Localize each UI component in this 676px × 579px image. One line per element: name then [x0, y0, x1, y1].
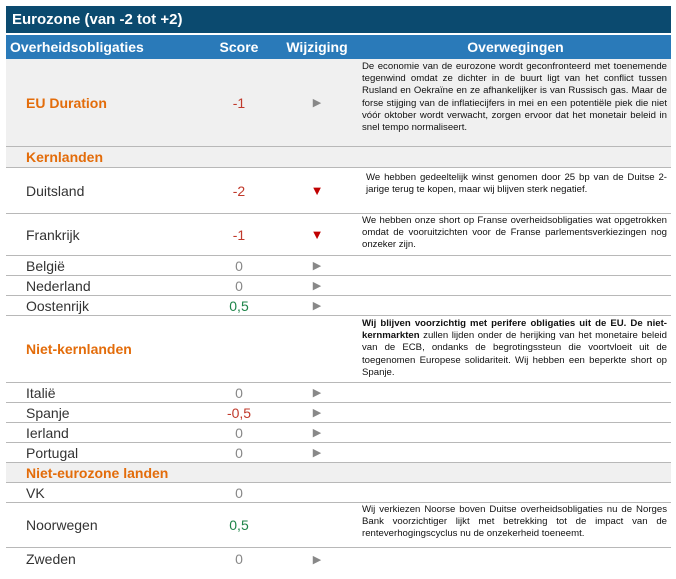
- section-label: Kernlanden: [26, 149, 104, 165]
- header-considerations: Overwegingen: [467, 39, 564, 55]
- row-label: Ierland: [26, 424, 69, 441]
- row-score: 0: [235, 484, 243, 501]
- section-label: Niet-kernlanden: [26, 341, 132, 357]
- table-row-oostenrijk: [6, 296, 671, 316]
- table-row-nederland: [6, 276, 671, 296]
- row-label: Italië: [26, 384, 56, 401]
- row-label: Spanje: [26, 404, 70, 421]
- row-label: Oostenrijk: [26, 297, 90, 314]
- neutral-arrow-icon: ▶: [312, 387, 322, 399]
- neutral-arrow-icon: ▶: [312, 260, 322, 272]
- table-row-duitsland: [6, 168, 671, 214]
- row-label: België: [26, 257, 65, 274]
- section-row-niet-kernlanden: [6, 316, 671, 383]
- row-label: Frankrijk: [26, 226, 80, 243]
- row-score: 0: [235, 384, 243, 401]
- row-score: -2: [232, 182, 246, 199]
- row-note: We hebben onze short op Franse overheidsobligaties wat opgetrokken omdat de vooruitzichten voor de Franse parlementsverkiezingen nog onzeker zijn.: [362, 215, 667, 251]
- neutral-arrow-icon: ▶: [312, 407, 322, 419]
- row-note: We hebben gedeeltelijk winst genomen door 25 bp van de Duitse 2-jarige terug te kopen, maar wij blijven sterk negatief.: [366, 172, 667, 196]
- row-score: 0,5: [229, 297, 249, 314]
- row-label: Portugal: [26, 444, 79, 461]
- table-row-eu-duration: [6, 59, 671, 147]
- table-row-zweden: [6, 548, 671, 570]
- row-note-bold: Wij blijven voorzichtig met perifere obligaties uit de EU. De niet-kernmarkten: [362, 318, 667, 342]
- row-label: Duitsland: [26, 182, 85, 199]
- down-arrow-icon: ▼: [310, 183, 324, 198]
- row-score: 0: [235, 551, 243, 567]
- table-row-ierland: [6, 423, 671, 443]
- row-label: Noorwegen: [26, 517, 98, 533]
- row-score: -0,5: [226, 404, 252, 421]
- row-note: De economie van de eurozone wordt geconfronteerd met toenemende tegenwind omdat ze dichter in de buurt ligt van het conflict tussen Rusland en Oekraïne en ze afhankelijker is van Russisch gas. Maar de forse stijging van de inflatiecijfers in mei en een potentiële piek die niet vóór oktober wordt verwacht, zorgen ervoor dat het monetair beleid in snel tempo normaliseert.: [362, 61, 667, 134]
- header-change: Wijziging: [286, 39, 348, 55]
- row-note: [360, 316, 671, 379]
- section-row-kernlanden: [6, 147, 671, 168]
- table-row-belgie: [6, 256, 671, 276]
- header-bonds: Overheidsobligaties: [10, 39, 144, 55]
- row-label: Zweden: [26, 551, 76, 567]
- row-score: 0: [235, 424, 243, 441]
- neutral-arrow-icon: ▶: [312, 447, 322, 459]
- row-note-rest: zullen lijden onder de herijking van het monetaire beleid van de ECB, ondanks de begrotingssteun die voortvloeit uit de toegenomen Europese solidariteit. Wij hebben een beperkte short op Spanje.: [362, 330, 667, 378]
- header-score: Score: [219, 39, 259, 55]
- table-row-portugal: [6, 443, 671, 463]
- section-row-niet-eurozone: [6, 463, 671, 483]
- table-row-noorwegen: [6, 503, 671, 548]
- row-label: Nederland: [26, 277, 91, 294]
- row-score: 0: [235, 257, 243, 274]
- row-score: -1: [232, 94, 246, 111]
- neutral-arrow-icon: ▶: [312, 300, 322, 312]
- neutral-arrow-icon: ▶: [312, 97, 322, 109]
- table-row-spanje: [6, 403, 671, 423]
- section-label: Niet-eurozone landen: [26, 464, 169, 481]
- row-label: EU Duration: [26, 94, 107, 111]
- row-score: 0: [235, 444, 243, 461]
- row-score: 0: [235, 277, 243, 294]
- bond-table: [6, 6, 671, 570]
- neutral-arrow-icon: ▶: [312, 427, 322, 439]
- table-row-vk: [6, 483, 671, 503]
- row-label: VK: [26, 484, 45, 501]
- row-note: Wij verkiezen Noorse boven Duitse overheidsobligaties nu de Norges Bank voorzichtiger lijkt met betrekking tot de impact van de renteverhogingscyclus nu de onzekerheid toeneemt.: [362, 504, 667, 540]
- neutral-arrow-icon: ▶: [312, 280, 322, 292]
- row-score: 0,5: [229, 517, 249, 533]
- down-arrow-icon: ▼: [310, 227, 324, 242]
- header-row: [6, 35, 671, 59]
- table-title: Eurozone (van -2 tot +2): [6, 6, 671, 33]
- neutral-arrow-icon: ▶: [312, 553, 322, 566]
- table-row-frankrijk: [6, 214, 671, 256]
- table-row-italie: [6, 383, 671, 403]
- row-score: -1: [232, 226, 246, 243]
